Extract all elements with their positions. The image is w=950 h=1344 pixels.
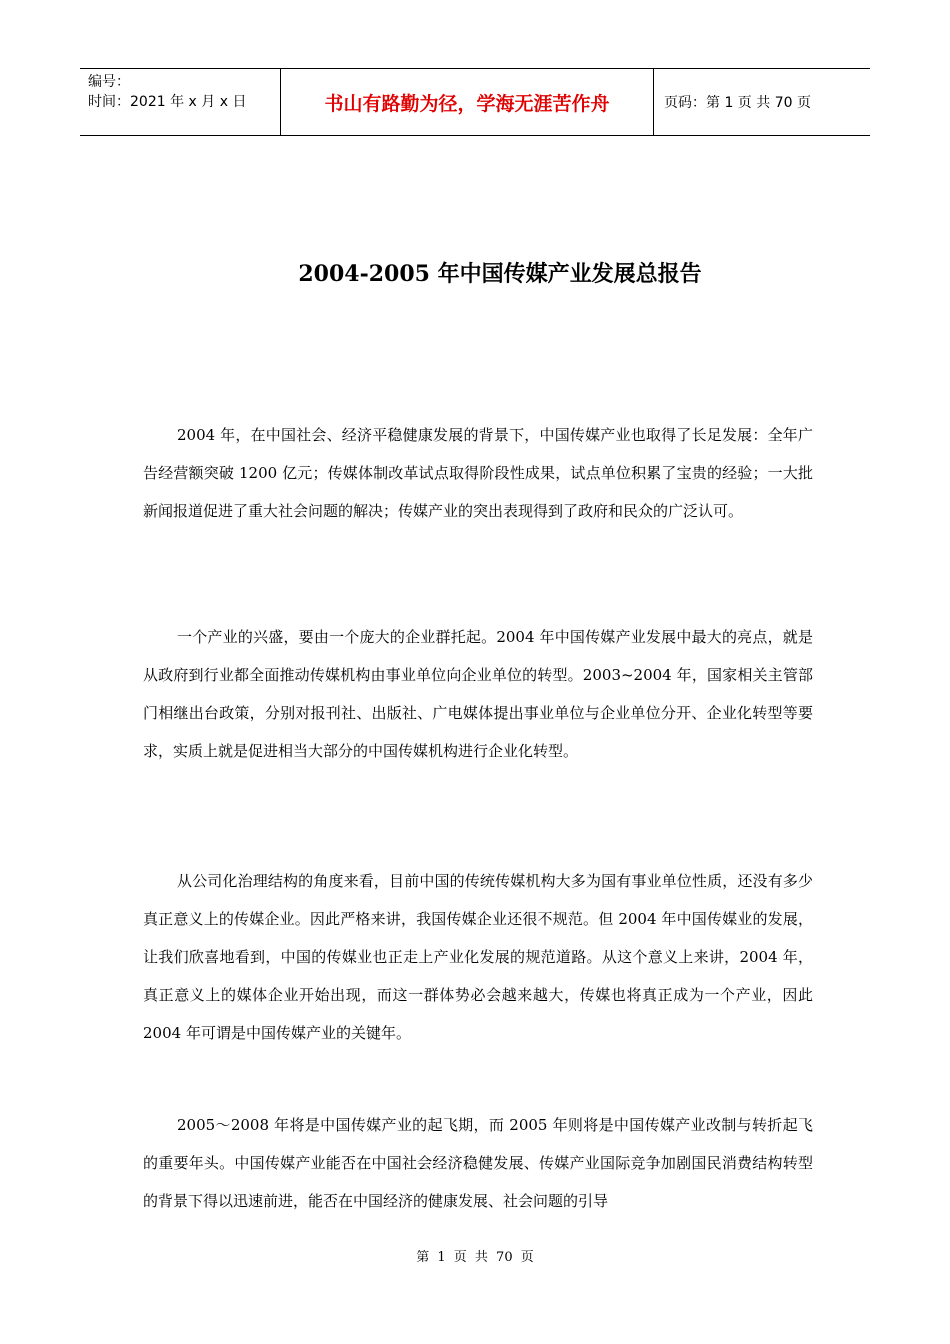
motto-cell bbox=[281, 69, 654, 135]
paragraph-4: 2005～2008 年将是中国传媒产业的起飞期，而 2005 年则将是中国传媒产业改制与转折起飞的重要年头。中国传媒产业能否在中国社会经济稳健发展、传媒产业国际竞争加剧国民消费结构转型的背景下得以迅速前进，能否在中国经济的健康发展、社会问题的引导 bbox=[143, 1116, 813, 1210]
paragraph-1: 2004 年，在中国社会、经济平稳健康发展的背景下，中国传媒产业也取得了长足发展：全年广告经营额突破 1200 亿元；传媒体制改革试点取得阶段性成果，试点单位积累了宝贵的经验；一大批新闻报道促进了重大社会问题的解决；传媒产业的突出表现得到了政府和民众的广泛认可。 bbox=[143, 426, 813, 520]
code-label: 编号： bbox=[88, 74, 130, 90]
paragraph-3: 从公司化治理结构的角度来看，目前中国的传统传媒机构大多为国有事业单位性质，还没有多少真正意义上的传媒企业。因此严格来讲，我国传媒企业还很不规范。但 2004 年中国传媒业的发展，让我们欣喜地看到，中国的传媒业也正走上产业化发展的规范道路。从这个意义上来讲，2004 年，真正意义上的媒体企业开始出现，而这一群体势必会越来越大，传媒也将真正成为一个产业，因此 2004 年可谓是中国传媒产业的关键年。 bbox=[143, 872, 813, 1042]
motto-text: 书山有路勤为径，学海无涯苦作舟 bbox=[324, 92, 610, 115]
page-info-text: 页码：第 1 页 共 70 页 bbox=[664, 95, 811, 111]
page-info-cell bbox=[654, 69, 870, 135]
header-meta-cell bbox=[80, 69, 281, 135]
page-footer: 第 1 页 共 70 页 bbox=[416, 1250, 534, 1265]
document-header bbox=[80, 68, 870, 136]
paragraph-2: 一个产业的兴盛，要由一个庞大的企业群托起。2004 年中国传媒产业发展中最大的亮点，就是从政府到行业都全面推动传媒机构由事业单位向企业单位的转型。2003~2004 年，国家相关主管部门相继出台政策，分别对报刊社、出版社、广电媒体提出事业单位与企业单位分开、企业化转型等要求，实质上就是促进相当大部分的中国传媒机构进行企业化转型。 bbox=[143, 628, 813, 760]
date-label: 时间：2021 年 x 月 x 日 bbox=[88, 94, 247, 110]
document-title: 2004-2005 年中国传媒产业发展总报告 bbox=[298, 261, 702, 287]
